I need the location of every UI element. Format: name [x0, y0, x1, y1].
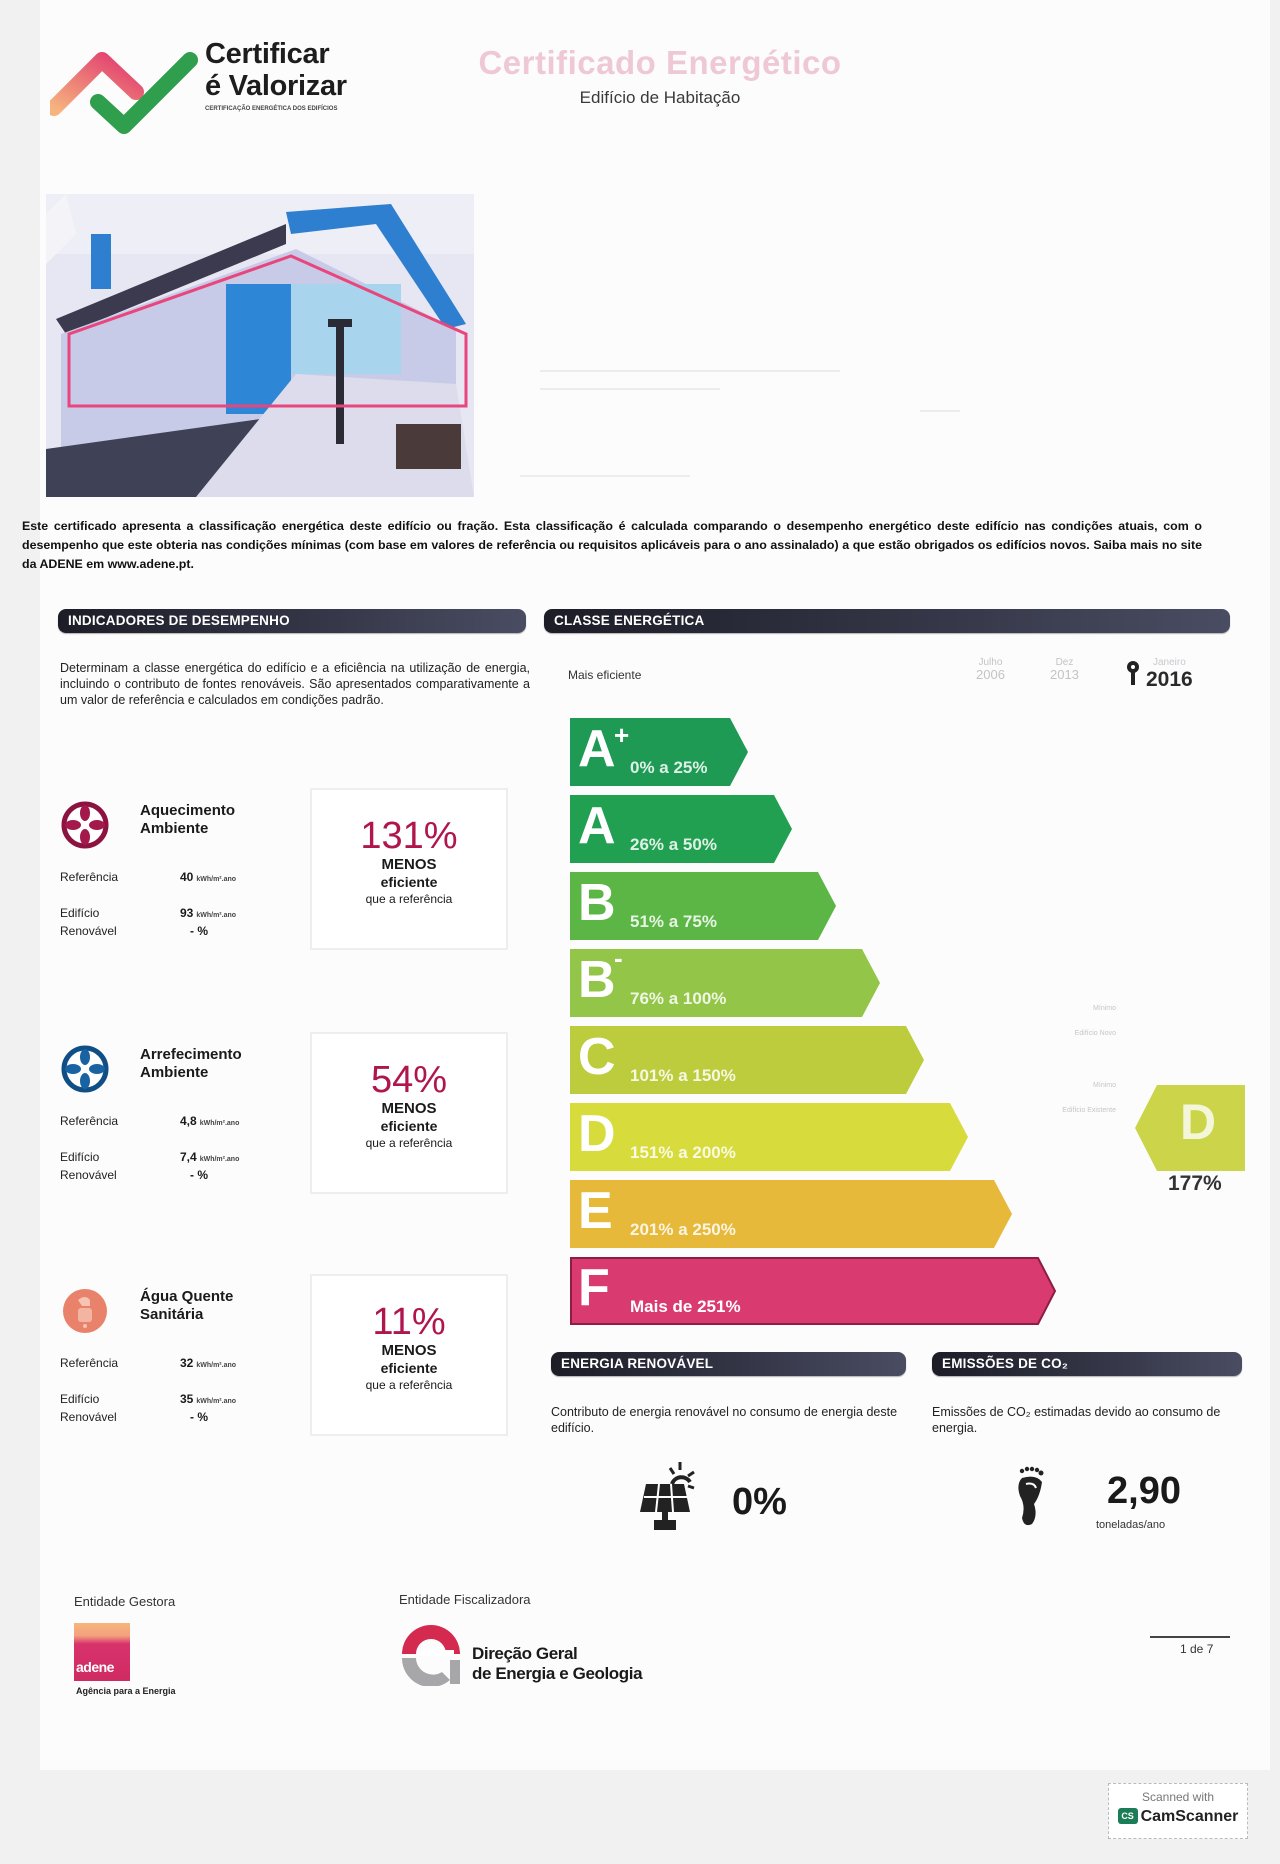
result-class-percent: 177%	[1168, 1172, 1222, 1195]
renewable-value: - %	[190, 1410, 208, 1424]
less-label: MENOS	[381, 856, 437, 873]
adene-logo: adene	[74, 1623, 130, 1681]
indicator-hot-water	[60, 1286, 530, 1456]
building-value: 93	[180, 906, 194, 920]
dgeg-name: Direção Geral de Energia e Geologia	[472, 1644, 643, 1683]
page-subtitle: Edifício de Habitação	[579, 88, 741, 107]
key-marker-icon	[1126, 660, 1140, 686]
logo-subtitle: CERTIFICAÇÃO ENERGÉTICA DOS EDIFÍCIOS	[205, 106, 338, 112]
managing-entity-label: Entidade Gestora	[74, 1594, 176, 1609]
building-label: Edifício	[60, 1392, 100, 1406]
indicator-title: Água Quente Sanitária	[140, 1288, 234, 1323]
co2-description: Emissões de CO₂ estimadas devido ao consumo de energia.	[932, 1405, 1221, 1435]
camscanner-badge-icon: CS	[1118, 1808, 1138, 1824]
unit: kWh/m².ano	[196, 876, 237, 883]
page-number-rule	[1150, 1636, 1230, 1638]
efficient-label: eficiente	[380, 874, 438, 890]
unit: kWh/m².ano	[196, 1398, 237, 1405]
camscanner-brand: CamScanner	[1140, 1808, 1239, 1825]
efficiency-percent: 11%	[372, 1301, 446, 1343]
checkmark-roof-icon	[50, 46, 200, 136]
unit: kWh/m².ano	[196, 1362, 237, 1369]
renewable-value: - %	[190, 924, 208, 938]
title-block	[440, 44, 880, 108]
indicator-heating	[60, 800, 530, 970]
building-label: Edifício	[60, 1150, 100, 1164]
reference-value: 4,8	[180, 1114, 197, 1128]
year-2013: Dez 2013	[1050, 657, 1079, 682]
year-2016: Janeiro 2016	[1146, 657, 1193, 691]
side-label-min-new: Mínimo	[1093, 1005, 1116, 1012]
energy-class-header: CLASSE ENERGÉTICA	[544, 609, 1230, 633]
scanned-with-label: Scanned with	[1141, 1790, 1215, 1804]
co2-value: 2,90	[1107, 1470, 1181, 1512]
building-photo	[46, 194, 474, 497]
redacted-info-area	[500, 250, 1200, 490]
efficiency-percent: 131%	[360, 815, 458, 857]
than-reference-label: que a referência	[365, 1378, 453, 1392]
indicator-title: Aquecimento Ambiente	[140, 802, 236, 837]
logo-line2: é Valorizar	[205, 70, 347, 102]
renewable-label: Renovável	[60, 1168, 117, 1182]
footprint-icon	[1016, 1466, 1046, 1528]
unit: kWh/m².ano	[199, 1156, 240, 1163]
year-2006: Julho 2006	[976, 657, 1005, 682]
hot-water-icon	[60, 1286, 110, 1336]
intro-text: Este certificado apresenta a classificação energética deste edifício ou fração. Esta classificação é calculada comparando o desempenho energético deste edifício nas condições atuais, com o desempenho que este obteria nas condições mínimas (com base em valores de referência ou requisitos aplicáveis para o ano assinalado) a que estão obrigados os edifícios novos. Saiba mais no site da ADENE em www.adene.pt.	[22, 519, 1202, 571]
side-label-existing-building: Edifício Existente	[1062, 1107, 1116, 1114]
renewable-header: ENERGIA RENOVÁVEL	[551, 1352, 906, 1376]
co2-header: EMISSÕES DE CO₂	[932, 1352, 1242, 1376]
renewable-description: Contributo de energia renovável no consumo de energia deste edifício.	[551, 1405, 898, 1435]
efficient-label: eficiente	[380, 1360, 438, 1376]
reference-label: Referência	[60, 1356, 119, 1370]
building-value: 35	[180, 1392, 194, 1406]
side-label-min-existing: Mínimo	[1093, 1082, 1116, 1089]
unit: kWh/m².ano	[196, 912, 237, 919]
than-reference-label: que a referência	[365, 892, 453, 906]
co2-unit: toneladas/ano	[1096, 1519, 1166, 1531]
efficiency-box	[310, 788, 508, 950]
more-efficient-label: Mais eficiente	[568, 668, 642, 682]
indicator-title: Arrefecimento Ambiente	[140, 1046, 242, 1081]
indicator-cooling	[60, 1044, 530, 1214]
renewable-value: 0%	[732, 1481, 787, 1523]
side-label-new-building: Edifício Novo	[1074, 1030, 1116, 1037]
reference-label: Referência	[60, 1114, 119, 1128]
efficiency-box	[310, 1032, 508, 1194]
dgeg-logo-icon	[398, 1620, 464, 1686]
building-label: Edifício	[60, 906, 100, 920]
certificar-logo	[50, 38, 390, 138]
result-class-letter: D	[1180, 1094, 1217, 1150]
unit: kWh/m².ano	[199, 1120, 240, 1127]
reference-value: 32	[180, 1356, 194, 1370]
page-number: 1 de 7	[1180, 1642, 1214, 1656]
logo-line1: Certificar	[205, 38, 330, 70]
efficiency-box	[310, 1274, 508, 1436]
page-title: Certificado Energético	[478, 44, 842, 81]
reference-label: Referência	[60, 870, 119, 884]
adene-subtitle: Agência para a Energia	[76, 1686, 176, 1696]
solar-panel-icon	[636, 1460, 696, 1532]
efficient-label: eficiente	[380, 1118, 438, 1134]
efficiency-percent: 54%	[370, 1059, 448, 1101]
heating-fan-icon	[60, 800, 110, 850]
indicators-description: Determinam a classe energética do edifício e a eficiência na utilização de energia, incluindo o contributo de fontes renováveis. São apresentados comparativamente a um valor de referência e calculados em condições padrão.	[60, 661, 530, 707]
renewable-label: Renovável	[60, 924, 117, 938]
than-reference-label: que a referência	[365, 1136, 453, 1150]
cooling-fan-icon	[60, 1044, 110, 1094]
indicators-header: INDICADORES DE DESEMPENHO	[58, 609, 526, 633]
building-value: 7,4	[180, 1150, 197, 1164]
less-label: MENOS	[381, 1100, 437, 1117]
reference-value: 40	[180, 870, 194, 884]
renewable-value: - %	[190, 1168, 208, 1182]
camscanner-watermark	[1108, 1783, 1248, 1839]
less-label: MENOS	[381, 1342, 437, 1359]
supervising-entity-label: Entidade Fiscalizadora	[399, 1592, 531, 1607]
renewable-label: Renovável	[60, 1410, 117, 1424]
